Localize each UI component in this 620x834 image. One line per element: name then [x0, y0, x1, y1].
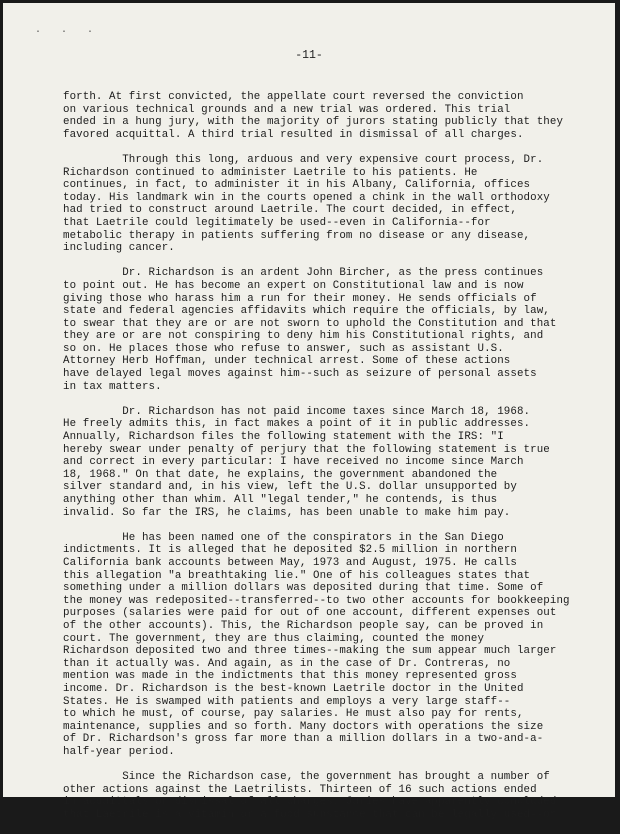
text-line: Annually, Richardson files the following statement with the IRS: "I: [63, 431, 504, 444]
text-line: mention was made in the indictments that this money represented gross: [63, 670, 517, 683]
text-line: ended in a hung jury, with the majority of jurors stating publicly that they: [63, 116, 564, 129]
text-line: this allegation "a breathtaking lie." One of his colleagues states that: [63, 569, 531, 582]
paragraph: [63, 91, 583, 141]
text-line: that Laetrile could legitimately be used--even in California--for: [63, 216, 491, 229]
text-line: anything other than whim. All "legal tender," he contends, is thus: [63, 494, 498, 506]
text-line: to swear that they are or are not sworn to uphold the Constitution and that: [63, 317, 557, 330]
text-line: income. Dr. Richardson is the best-known Laetrile doctor in the United: [63, 682, 524, 695]
text-line: Through this long, arduous and very expensive court process, Dr.: [63, 153, 544, 166]
text-line: silver standard and, in his view, left the U.S. dollar unsupported by: [63, 481, 517, 494]
text-line: giving those who harass him a run for their money. He sends officials of: [63, 292, 537, 305]
text-line: forth. At first convicted, the appellate court reversed the conviction: [63, 91, 524, 103]
paragraph: [63, 771, 583, 821]
text-line: the money was redeposited--transferred--to two other accounts for bookkeeping: [63, 594, 570, 607]
text-line: favored acquittal. A third trial resulted in dismissal of all charges.: [63, 128, 524, 141]
page-number: -11-: [295, 49, 323, 62]
text-line: than it actually was. And again, as in the case of Dr. Contreras, no: [63, 657, 511, 670]
text-line: States. He is swamped with patients and employs a very large staff--: [63, 695, 511, 708]
text-line: that Laetrile is a vitamin or a food substance that can be legally used--or: [63, 808, 557, 821]
text-line: Dr. Richardson has not paid income taxes since March 18, 1968.: [63, 405, 531, 418]
text-line: of the other accounts). This, the Richardson people say, can be proved in: [63, 619, 544, 632]
text-line: maintenance, supplies and so forth. Many doctors with operations the size: [63, 720, 544, 733]
text-line: Richardson continued to administer Laetrile to his patients. He: [63, 166, 478, 179]
text-line: purposes (salaries were paid for out of one account, different expenses out: [63, 607, 557, 620]
text-line: invalid. So far the IRS, he claims, has been unable to make him pay.: [63, 506, 511, 519]
text-line: something under a million dollars was deposited during that time. Some of: [63, 582, 544, 595]
text-line: He freely admits this, in fact makes a point of it in public addresses.: [63, 418, 531, 431]
text-line: and correct in every particular: I have received no income since March: [63, 456, 524, 469]
text-line: of Dr. Richardson's gross far more than a million dollars in a two-and-a-: [63, 733, 544, 746]
text-line: court. The government, they are thus claiming, counted the money: [63, 632, 485, 645]
text-line: to point out. He has become an expert on Constitutional law and is now: [63, 279, 524, 292]
document-page: [3, 3, 615, 821]
text-line: California bank accounts between May, 1973 and August, 1975. He calls: [63, 556, 517, 569]
paragraph: [63, 267, 583, 393]
text-line: to which he must, of course, pay salaries. He must also pay for rents,: [63, 708, 524, 721]
body-text: [63, 91, 583, 834]
text-line: half-year period.: [63, 745, 175, 758]
text-line: Richardson deposited two and three times--making the sum appear much larger: [63, 645, 557, 658]
text-line: including cancer.: [63, 242, 175, 255]
text-line: He has been named one of the conspirators in the San Diego: [63, 531, 504, 544]
text-line: on various technical grounds and a new trial was ordered. This trial: [63, 103, 511, 116]
text-line: hereby swear under penalty of perjury that the following statement is true: [63, 443, 550, 456]
text-line: Attorney Herb Hoffman, under technical arrest. Some of these actions: [63, 355, 511, 368]
text-line: today. His landmark win in the courts opened a chink in the wall orthodoxy: [63, 191, 550, 204]
text-line: had tried to construct around Laetrile. The court decided, in effect,: [63, 204, 517, 217]
text-line: 18, 1968." On that date, he explains, the government abandoned the: [63, 468, 498, 481]
text-line: indictments. It is alleged that he deposited $2.5 million in northern: [63, 544, 517, 557]
paragraph: [63, 406, 583, 519]
text-line: metabolic therapy in patients suffering from no disease or any disease,: [63, 229, 531, 242]
text-line: continues, in fact, to administer it in his Albany, California, offices: [63, 179, 531, 192]
paragraph: [63, 154, 583, 255]
text-line: in acquittals or dismissal of all charges. Juries have apparently concluded: [63, 796, 557, 809]
text-line: other actions against the Laetrilists. Thirteen of 16 such actions ended: [63, 783, 537, 796]
text-line: so on. He places those who refuse to answer, such as assistant U.S.: [63, 342, 504, 355]
text-line: in tax matters.: [63, 380, 162, 393]
corner-marks: . . .: [35, 25, 101, 36]
text-line: Since the Richardson case, the government has brought a number of: [63, 771, 550, 784]
text-line: have delayed legal moves against him--such as seizure of personal assets: [63, 368, 537, 381]
text-line: they are or are not conspiring to deny him his Constitutional rights, and: [63, 330, 544, 343]
paragraph: [63, 532, 583, 759]
text-line: state and federal agencies affidavits which require the officials, by law,: [63, 305, 550, 318]
text-line: Dr. Richardson is an ardent John Bircher, as the press continues: [63, 267, 544, 280]
